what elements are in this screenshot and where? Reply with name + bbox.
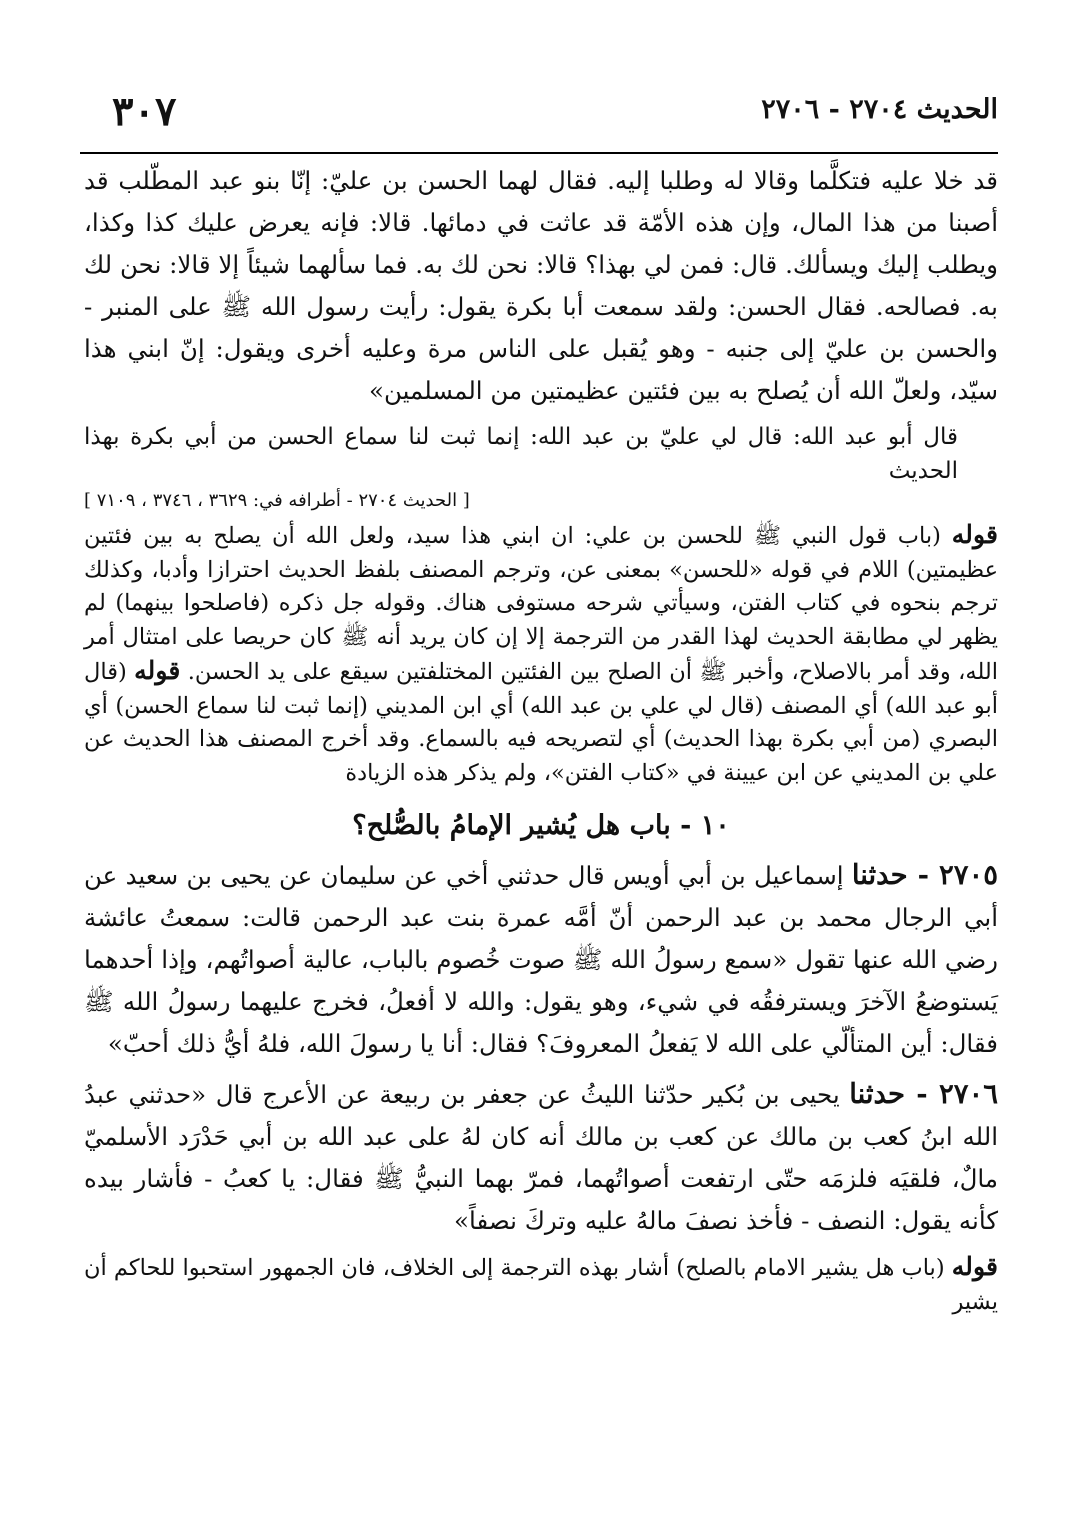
hadith-2705 (84, 854, 998, 1065)
commentary-lead: قوله (951, 519, 998, 549)
commentary-block-2 (84, 1250, 998, 1319)
commentary-text-2: (قال أبو عبد الله) أي المصنف (قال لي علي بن عبد الله) أي ابن المديني (إنما ثبت لنا سماع الحسن) أي البصري (من أبي بكرة بهذا الحديث) أي لتصريحه فيه بالسماع. وقد أخرج المصنف هذا الحديث عن علي بن المديني عن ابن عيينة في «كتاب الفتن»، ولم يذكر هذه الزيادة (84, 659, 998, 786)
page-number: ٣٠٧ (112, 88, 177, 135)
page-header (112, 88, 998, 138)
hadith-2706 (84, 1073, 998, 1242)
page-body (84, 160, 998, 1319)
commentary-lead-2: قوله (134, 655, 181, 685)
chapter-heading: ١٠ - باب هل يُشير الإمامُ بالصُّلح؟ (352, 810, 730, 841)
hadith-2704-references: [ الحديث ٢٧٠٤ - أطرافه في: ٣٦٢٩ ، ٣٧٤٦ ، ٧١٠٩ ] (84, 490, 470, 511)
commentary-2-text: (باب هل يشير الامام بالصلح) أشار بهذه الترجمة إلى الخلاف، فان الجمهور استحبوا للحاكم أن يشير (84, 1255, 998, 1315)
hadith-2704-text: قد خلا عليه فتكلَّما وقالا له وطلبا إليه. فقال لهما الحسن بن عليّ: إنّا بنو عبد المطّلب قد أصبنا من هذا المال، وإن هذه الأمّة قد عاثت في دمائها. قالا: فإنه يعرض عليك كذا وكذا، ويطلب إليك ويسألك. قال: فمن لي بهذا؟ قالا: نحن لك به. فما سألهما شيئاً إلا قالا: نحن لك به. فصالحه. فقال الحسن: ولقد سمعت أبا بكرة يقول: رأيت رسول الله ﷺ على المنبر - والحسن بن عليّ إلى جنبه - وهو يُقبل على الناس مرة وعليه أخرى ويقول: إنّ ابني هذا سيّد، ولعلّ الله أن يُصلح به بين فئتين عظيمتين من المسلمين» (84, 166, 998, 405)
hadith-2705-lead: ٢٧٠٥ - حدثنا (851, 859, 998, 891)
commentary-2-lead: قوله (951, 1251, 999, 1281)
hadith-2706-text: يحيى بن بُكير حدّثنا الليثُ عن جعفر بن ربيعة عن الأعرج قال «حدثني عبدُ الله ابنُ كعب بن مالك عن كعب بن مالك أنه كان لهُ على عبد الله بن أبي حَدْرَد الأسلميّ مالٌ، فلقيَه فلزمَه حتّى ارتفعت أصواتُهما، فمرّ بهما النبيُّ ﷺ فقال: يا كعبُ - فأشار بيده كأنه يقول: النصف - فأخذ نصفَ مالهُ عليه وتركَ نصفاً» (84, 1080, 998, 1235)
spacer (84, 1065, 998, 1073)
hadith-2704-closing: قال أبو عبد الله: قال لي عليّ بن عبد الله: إنما ثبت لنا سماع الحسن من أبي بكرة بهذا الحديث (84, 424, 958, 484)
spacer (84, 1242, 998, 1250)
running-title: الحديث ٢٧٠٤ - ٢٧٠٦ (761, 94, 998, 125)
hadith-2706-lead: ٢٧٠٦ - حدثنا (849, 1078, 998, 1110)
commentary-text: (باب قول النبي ﷺ للحسن بن علي: ان ابني هذا سيد، ولعل الله أن يصلح به بين فئتين عظيمتين) اللام في قوله «للحسن» بمعنى عن، وترجم المصنف بلفظ الحديث احترازا وأدبا، وكذلك ترجم بنحوه في كتاب الفتن، وسيأتي شرحه مستوفى هناك. وقوله جل ذكره (فاصلحوا بينهما) لم يظهر لي مطابقة الحديث لهذا القدر من الترجمة إلا إن كان يريد أنه ﷺ كان حريصا على امتثال أمر الله، وقد أمر بالاصلاح، وأخبر ﷺ أن الصلح بين الفئتين المختلفتين سيقع على يد الحسن. (84, 523, 999, 685)
commentary-block-1 (84, 518, 998, 790)
header-divider (80, 152, 998, 154)
hadith-2705-text: إسماعيل بن أبي أويس قال حدثني أخي عن سليمان عن يحيى بن سعيد عن أبي الرجال محمد بن عبد الرحمن أنّ أمَّه عمرة بنت عبد الرحمن قالت: سمعتُ عائشة رضي الله عنها تقول «سمع رسولُ الله ﷺ صوت خُصوم بالباب، عالية أصواتُهم، وإذا أحدهما يَستوضعُ الآخرَ ويسترفقُه في شيء، وهو يقول: والله لا أفعلُ، فخرج عليهما رسولُ الله ﷺ فقال: أين المتألّي على الله لا يَفعلُ المعروفَ؟ فقال: أنا يا رسولَ الله، فلهُ أيُّ ذلك أحبّ» (84, 861, 998, 1058)
